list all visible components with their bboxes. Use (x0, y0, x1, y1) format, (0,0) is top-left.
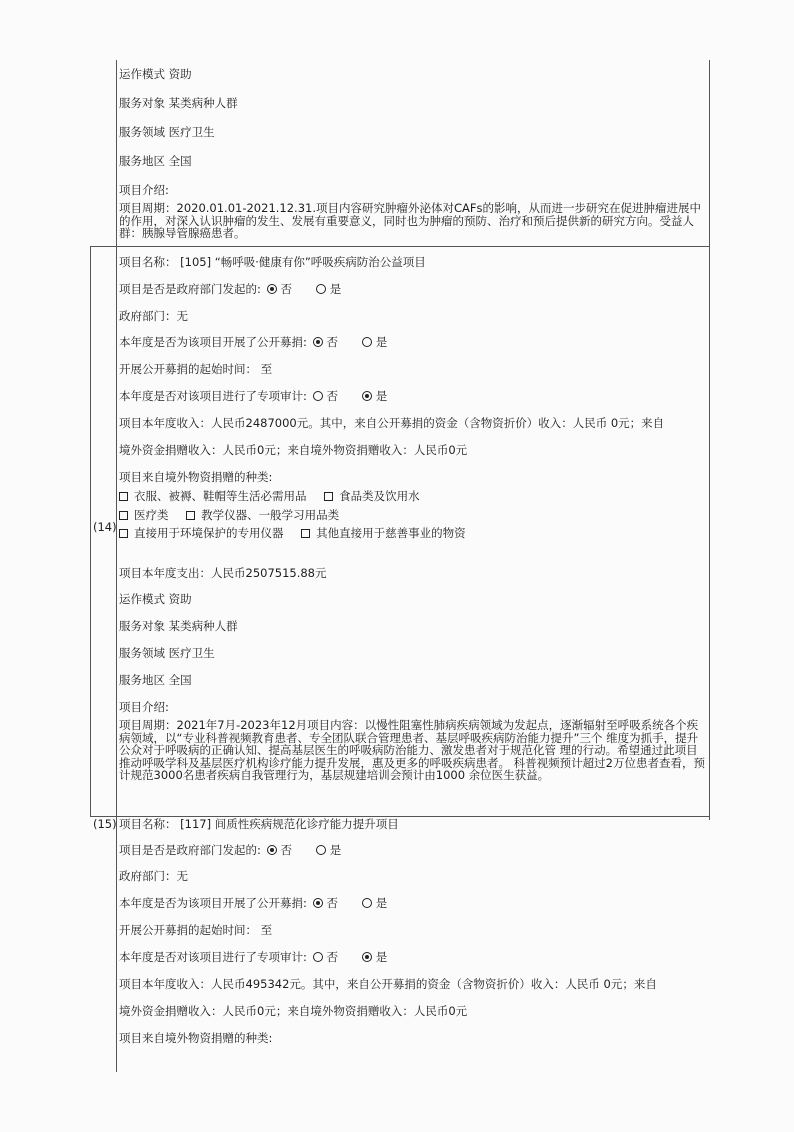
checkbox-medical[interactable] (119, 511, 128, 520)
project-14-audit-row (119, 389, 709, 403)
project-14-intro-label: 项目介绍: (119, 700, 169, 714)
gov-no-radio[interactable] (267, 845, 277, 855)
project-14-intro-text: 项目周期：2021年7月-2023年12月项目内容：以慢性阻塞性肺病疾病领域为发起点，逐渐辐射至呼吸系统各个疾病领域，以“专业科普视频教育患者、专全团队联合管理患者、基层呼吸疾病防治能力提升”三个 维度为抓手，提升公众对于呼吸病的正确认知、提高基层医生的呼吸病防治能力、激发患者对于规范化管 理的行动。希望通过此项目推动呼吸学科及基层医疗机构诊疗能力提升发展，惠及更多的呼吸疾病患者。 科普视频预计超过2万位患者查看，预计规范3000名患者疾病自我管理行为，基层规建培训会预计由1000 余位医生获益。 (119, 718, 705, 782)
audit-question: 本年度是否对该项目进行了专项审计: (119, 389, 307, 403)
top-field: 服务领域 医疗卫生 (119, 125, 215, 139)
project-14-number: (14) (93, 520, 117, 534)
top-region: 服务地区 全国 (119, 154, 192, 168)
audit-yes-label: 是 (375, 389, 388, 403)
gov-no-label: 否 (280, 843, 293, 857)
donation-row-3 (119, 527, 466, 540)
audit-yes-radio[interactable] (362, 391, 372, 401)
label-environment: 直接用于环境保护的专用仪器 (134, 526, 284, 540)
label-clothing: 衣服、被褥、鞋帽等生活必需用品 (134, 489, 307, 503)
top-intro-text: 项目周期：2020.01.01-2021.12.31.项目内容研究肿瘤外泌体对CAFs的影响，从而进一步研究在促进肿瘤进展中的作用，对深入认识肿瘤的发生、发展有重要意义，同时也为肿瘤的预防、治疗和预后提供新的研究方向。受益人群：胰腺导管腺癌患者。 (119, 201, 701, 240)
gov-question: 项目是否是政府部门发起的: (119, 843, 261, 857)
gov-yes-radio[interactable] (316, 845, 326, 855)
top-target: 服务对象 某类病种人群 (119, 96, 238, 110)
fund-yes-radio[interactable] (362, 898, 372, 908)
top-mode: 运作模式 资助 (119, 67, 192, 81)
row-divider-14 (90, 246, 710, 247)
project-15-donation-label: 项目来自境外物资捐赠的种类: (119, 1031, 273, 1045)
project-14-target: 服务对象 某类病种人群 (119, 619, 238, 633)
project-15-fund-period: 开展公开募捐的起始时间： 至 (119, 923, 273, 937)
label-food: 食品类及饮用水 (339, 489, 420, 503)
project-15-audit-row (119, 950, 709, 964)
project-15-gov-row (119, 843, 709, 857)
fund-question: 本年度是否为该项目开展了公开募捐: (119, 335, 307, 349)
project-15-fund-row (119, 896, 709, 910)
gov-no-radio[interactable] (267, 284, 277, 294)
audit-yes-radio[interactable] (362, 952, 372, 962)
checkbox-environment[interactable] (119, 529, 128, 538)
gov-yes-label: 是 (329, 843, 342, 857)
project-14-mode: 运作模式 资助 (119, 592, 192, 606)
top-intro-label: 项目介绍: (119, 183, 169, 197)
gov-no-label: 否 (280, 282, 293, 296)
project-14-fund-row (119, 335, 709, 349)
project-14-region: 服务地区 全国 (119, 673, 192, 687)
label-medical: 医疗类 (134, 508, 169, 522)
project-15-income-1: 项目本年度收入：人民币495342元。其中，来自公开募捐的资金（含物资折价）收入：人民币 0元；来自 (119, 977, 657, 991)
project-14-income-2: 境外资金捐赠收入：人民币0元；来自境外物资捐赠收入：人民币0元 (119, 443, 468, 457)
fund-yes-label: 是 (375, 896, 388, 910)
project-15-gov-dept: 政府部门：无 (119, 869, 188, 883)
fund-yes-radio[interactable] (362, 337, 372, 347)
project-14-expense: 项目本年度支出：人民币2507515.88元 (119, 566, 327, 580)
fund-no-label: 否 (326, 335, 339, 349)
audit-question: 本年度是否对该项目进行了专项审计: (119, 950, 307, 964)
donation-row-1 (119, 490, 420, 503)
project-14-gov-dept: 政府部门：无 (119, 309, 188, 323)
audit-yes-label: 是 (375, 950, 388, 964)
donation-row-2 (119, 509, 339, 522)
fund-question: 本年度是否为该项目开展了公开募捐: (119, 896, 307, 910)
project-14-name: 项目名称： [105] “畅呼吸·健康有你”呼吸疾病防治公益项目 (119, 255, 426, 269)
audit-no-radio[interactable] (313, 391, 323, 401)
project-15-income-2: 境外资金捐赠收入：人民币0元；来自境外物资捐赠收入：人民币0元 (119, 1004, 468, 1018)
project-14-donation-label: 项目来自境外物资捐赠的种类: (119, 470, 273, 484)
checkbox-education[interactable] (186, 511, 195, 520)
fund-no-radio[interactable] (313, 337, 323, 347)
gov-yes-radio[interactable] (316, 284, 326, 294)
audit-no-label: 否 (326, 950, 339, 964)
label-education: 教学仪器、一般学习用品类 (201, 508, 340, 522)
project-15-number: (15) (93, 817, 117, 831)
checkbox-other[interactable] (301, 529, 310, 538)
gov-yes-label: 是 (329, 282, 342, 296)
fund-no-label: 否 (326, 896, 339, 910)
checkbox-clothing[interactable] (119, 492, 128, 501)
gov-question: 项目是否是政府部门发起的: (119, 282, 261, 296)
audit-no-label: 否 (326, 389, 339, 403)
fund-yes-label: 是 (375, 335, 388, 349)
number-column-border (90, 246, 91, 816)
checkbox-food[interactable] (324, 492, 333, 501)
project-14-income-1: 项目本年度收入：人民币2487000元。其中，来自公开募捐的资金（含物资折价）收入：人民币 0元；来自 (119, 416, 665, 430)
project-14-field: 服务领域 医疗卫生 (119, 646, 215, 660)
table-right-border (709, 60, 710, 820)
fund-no-radio[interactable] (313, 898, 323, 908)
table-left-border (116, 60, 117, 1072)
audit-no-radio[interactable] (313, 952, 323, 962)
project-14-fund-period: 开展公开募捐的起始时间： 至 (119, 362, 273, 376)
label-other: 其他直接用于慈善事业的物资 (316, 526, 466, 540)
project-15-name: 项目名称： [117] 间质性疾病规范化诊疗能力提升项目 (119, 817, 399, 831)
project-14-gov-row (119, 282, 709, 296)
